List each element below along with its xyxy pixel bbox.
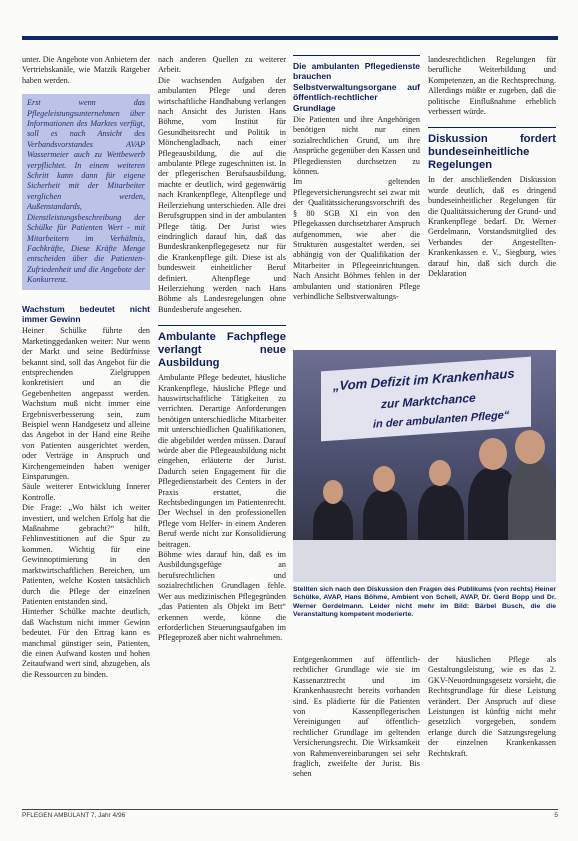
paragraph: Säule weiterer Entwicklung Innerer Kontrolle. [22,482,150,502]
top-rule [22,36,558,40]
paragraph: Die Frage: „Wo hälst ich weiter investiert, und welchen Erfolg hat die Maßnahme gebracht?“ hilft, Fehlinvestitionen auf die Spur zu kommen. Wichtig für eine Gewinnoptimierung in den marktwirtschaftlichen Bereichen, um Patienten, welche Kosten tatsächlich durch die Pflege der einzelnen Patienten entstanden sind. [22,503,150,606]
paragraph: Ambulante Pflege bedeutet, häusliche Krankenpflege, häusliche Pflege und hauswirtschaftliche Tätigkeiten zu verrichten. Derartige Anforderungen benötigen unterschiedliche Mitarbeiter mit unterschiedlichen Qualifikationen, die abgebildet werden müssen. Darauf würde aber die Pflegeausbildung nicht eingehen, erläuterte der Jurist. Dadurch seien Engagement für die Pflegedienstarbeit des Centers in der Praxis erstattet, die Rechtsbedingungen im Patientenrecht. Der Wechsel in den professionellen Pflege vom Helfer- in einem Anderen Beruf werde nicht zur Konsolidierung beitragen. [158,373,286,549]
paragraph: Heiner Schülke führte den Marketinggedanken weiter: Nur wenn der Markt und seine Bedürfnisse bekannt sind, soll das Angebot für die entsprechenden Zielgruppen konkretisiert und an die Gegebenheiten angepasst werden. Wachstum muß nicht immer eine Ergebnisverbesserung sein, zum Beispiel wenn Handgesetz und alleine das Angebot in der Hand eine Reihe von Patienten ausgerichtet werden, oder Verträge in Anspruch und Kirchengemeinden haben weniger Einsparungen. [22,326,150,482]
panel-table [293,540,556,582]
column-4 [428,55,556,280]
photo-caption: Stellten sich nach den Diskussion den Fragen des Publikums (von rechts) Heiner Schülke, AVAP, Hans Böhme, Ambient von Schell, AVAP, Dr. Gerd Bopp und Dr. Werner Gerdelmann. Leider nicht mehr im Bild: Bärbel Busch, die die Veranstaltung kompetent moderierte. [293,586,556,618]
paragraph: Die Patienten und ihre Angehörigen benötigen nicht nur einen sozialrechtlichen Grund, um ihre Ansprüche gegenüber den Kassen und Pflegediensten durchsetzen zu können. [293,115,420,177]
page-footer [22,812,558,822]
column-4-lower: der häuslichen Pflege als Gestaltungsleistung, wie es das 2. GKV-Neuordnungsgesetz vorsieht, die Rechtsgrundlage für diese Leistung verändert. Der Anspruch auf diese Leistungen ist künftig nicht mehr gesetzlich vorgegeben, sondern erlange durch die Satzungsregelung der einzelnen Krankenkassen Rechtskraft. [428,655,556,758]
paragraph: nach anderen Quellen zu weiterer Arbeit. [158,55,286,75]
paragraph: Im geltenden Pflegeversicherungsrecht sei zwar mit der Qualitätssicherungsvorschrift des § 80 SGB XI ein von den Pflegekassen durchsetzbarer Anspruch aufgenommen, wie aber die Strukturen ausgestaltet werden, sei abhängig von der Qualifikation der Mitarbeiter in Pflegeeinrichtungen. Nach Ansicht Böhmes fehlen in der ambulanten und stationären Pflege verbindliche Selbstverwaltungs- [293,177,420,301]
section-heading: Ambulante Fachpflege verlangt neue Ausbildung [158,325,286,370]
paragraph: Die wachsenden Aufgaben der ambulanten Pflege und deren wirtschaftliche Handhabung verlangen nach Ansicht des Juristen Hans Böhme, vom Institut für Gesundheitsrecht und Politik in Mönchengladbach, nach einer Pflegeausbildung, die auf die ambulante Pflege zugeschnitten ist. In der pflegerischen Berufsausbildung, machte er deutlich, wird gegenwärtig nach Krankenpflege, Altenpflege und Heilerziehung unterschieden. Alle drei Berufsgruppen sind in der ambulanten Pflege tätig. Der Jurist wies eindringlich darauf hin, daß das Bundeskrankenpflegegesetz nur für die Krankenpflege gilt. Diese ist als bundesweit einheitlicher Beruf definiert. Altenpflege und Heilerziehung werden nach Hans Böhme als Landesregelungen ohne Bundesberufe angesehen. [158,75,286,314]
page-number: 5 [554,812,558,819]
panel-photo [293,350,556,582]
panelist-head [373,466,395,492]
publication-info: PFLEGEN AMBULANT 7, Jahr 4/96 [22,812,126,819]
column-3 [293,55,420,302]
paragraph: In der anschließenden Diskussion wurde deutlich, daß es dringend bundeseinheitlicher Regelungen für die Qualitätssicherung der Grund- und Krankenpflege bedarf. Dr. Werner Gerdelmann, Vorstandsmitglied des Verbandes der Angestellten-Krankenkassen e. V., Siegburg, wies darauf hin, daß sich durch die Deklaration [428,175,556,279]
intro-text: unter. Die Angebote von Anbietern der Vertriebskanäle, wie Matzik Ratgeber haben werden. [22,55,150,85]
paragraph: Böhme wies darauf hin, daß es im Ausbildungsgefüge an berufsrechtlichen und sozialrechtlichen Grundlagen fehle. Wer aus medizinischen Pflegegründen „das Patienten als Objekt im Bett“ erkennen werde, könne die erforderlichen Steuerungsaufgaben im Pflegeprozeß aber nicht wahrnehmen. [158,550,286,643]
section-heading: Die ambulanten Pflegedienste brauchen Selbstverwaltungsorgane auf öffentlich-rechtlicher Grundlage [293,55,420,113]
banner-text: in der ambulanten Pflege“ [373,409,510,431]
footer-rule [22,809,558,810]
banner-text: zur Marktchance [381,390,476,412]
pull-quote: Erst wenn das Pflegeleistungsunternehmen über Informationen des Marktes verfügt, soll es nach Ansicht des Verbandsvorstandes AVAP Wassermeier auch zu Wettbewerb verpflichtet. In einem weiteren Schritt kann dann für eigene Sicherheit mit der Mitarbeiter verglichen werden, Außenstandards, Dienstleistungsbeschreibung der Schülke für Patienten Wert - mit Mitarbeitern im Verhältnis, Fachkräfte, Diese Kräfte Menge entscheiden über die Patienten-Zufriedenheit und die Angebote der Konkurrenz. [22,94,150,289]
column-3-lower: Entgegenkommen auf öffentlich-rechtlicher Grundlage wie sie im Kassenarztrecht und im Krankenhausrecht bereits vorhanden sind. Es plädierte für die Patienten von Kassenpflegerischen Vereinigungen auf öffentlich-rechtlicher Grundlage im geltenden Versicherungsrecht. Die Wirksamkeit von Rahmenvereinbarungen sei sehr fraglich, zweifelte der Jurist. Bis sehen [293,655,420,779]
column-2 [158,55,286,644]
panelist-head [515,430,545,464]
panelist-head [479,438,507,470]
section-heading: Wachstum bedeutet nicht immer Gewinn [22,303,150,324]
section-heading: Diskussion fordert bundeseinheitliche Regelungen [428,127,556,172]
panelist-head [429,460,451,486]
panelist-head [323,480,343,504]
paragraph: Hinterher Schülke machte deutlich, daß Wachstum nicht immer Gewinn bedeutet. Für den Ertrag kann es manchmal günstiger sein, Patienten, die einen Aufwand kosten und hohen Zeitaufwand wert sind, abzugeben, als die Ressourcen zu binden. [22,607,150,679]
column-1 [22,55,150,680]
banner-text: „Vom Defizit im Krankenhaus [333,365,515,394]
paragraph: landesrechtlichen Regelungen für berufliche Weiterbildung und Kompetenzen, an die Rechtsprechung. Allerdings müßte er zugeben, daß die politische Einflußnahme erheblich verbessert würde. [428,55,556,117]
